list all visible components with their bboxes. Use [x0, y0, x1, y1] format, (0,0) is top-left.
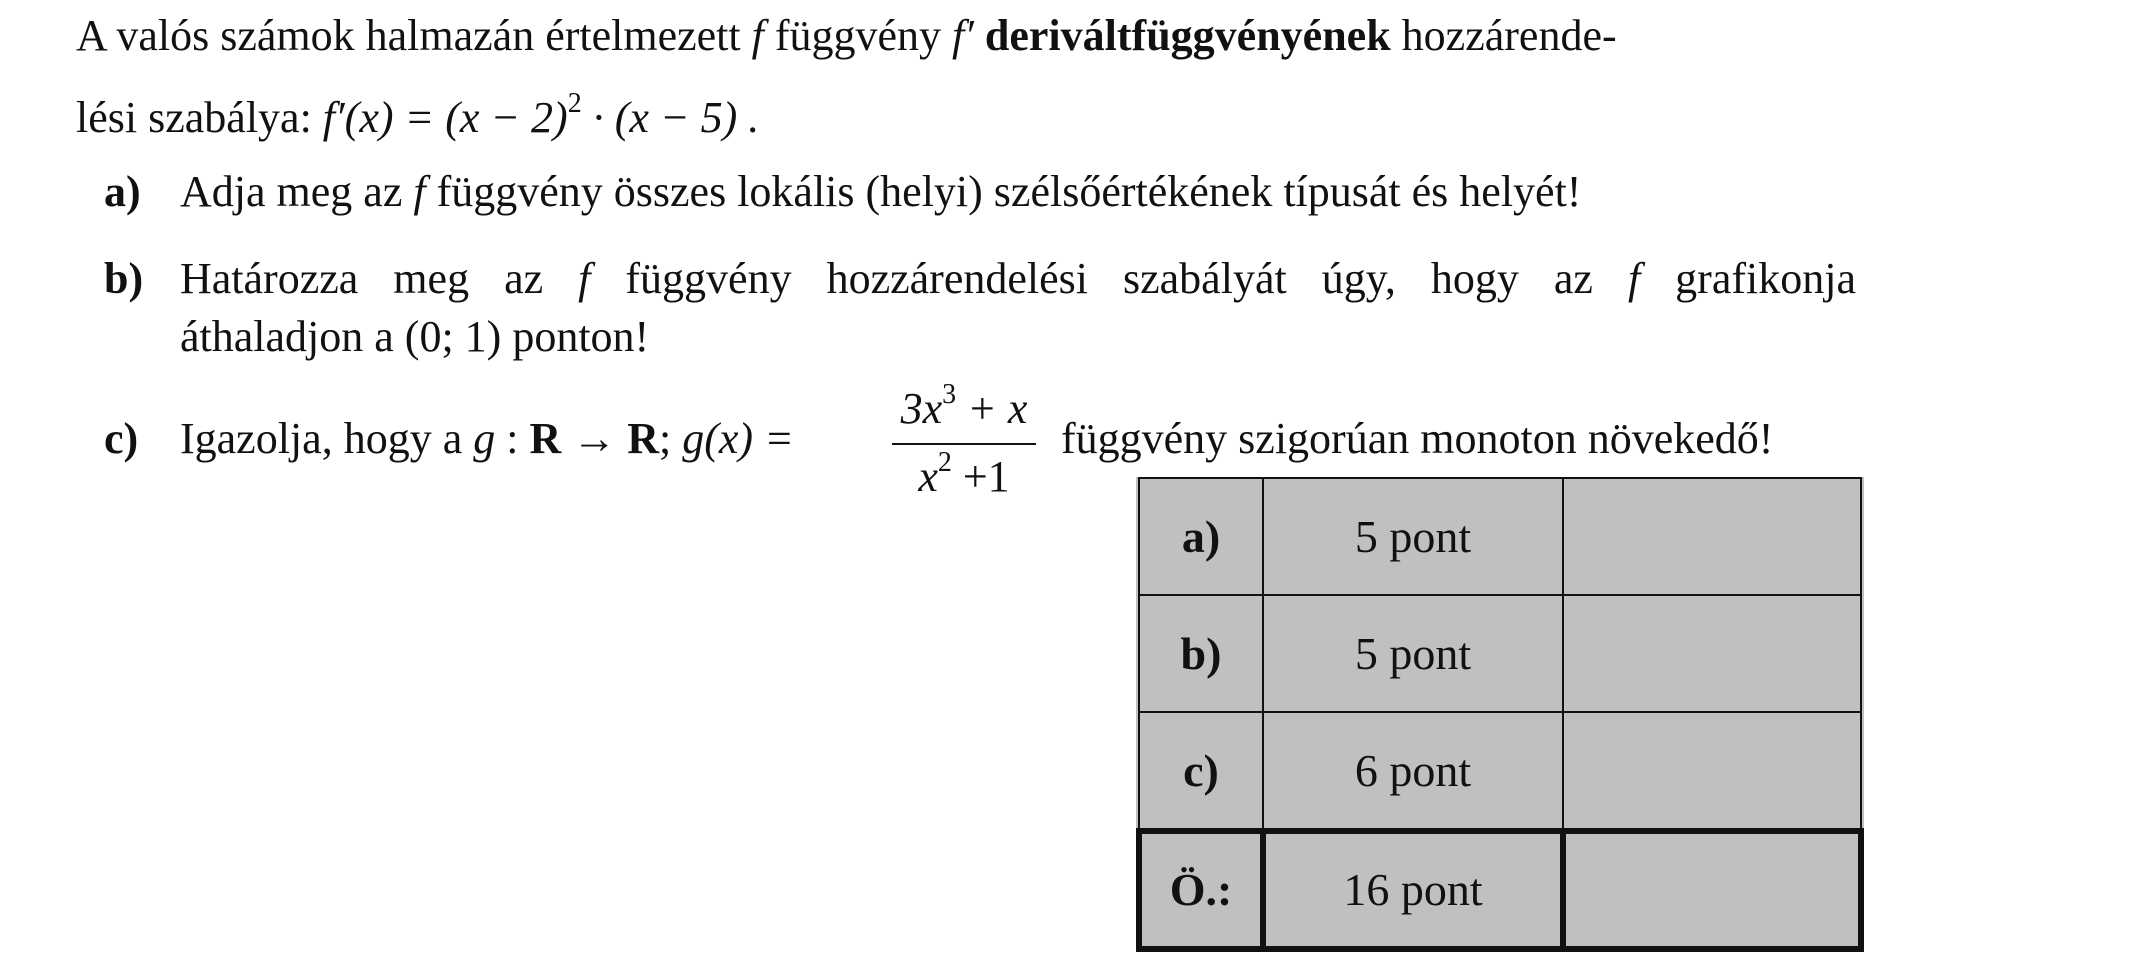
colon: :: [495, 414, 530, 463]
score-label: a): [1139, 478, 1263, 595]
task-b-after: grafikonja: [1640, 254, 1856, 303]
task-c-text: [180, 413, 794, 466]
fraction-bar: [892, 443, 1036, 445]
g-of-x: g(x) =: [682, 414, 794, 463]
intro-line-2: [76, 88, 760, 145]
g-symbol: g: [473, 414, 496, 463]
derivative-formula: [322, 88, 760, 142]
formula-body: ) = (x − 2): [378, 93, 568, 142]
fraction-numerator: [888, 379, 1040, 436]
fraction-denominator: [888, 447, 1040, 504]
task-b-label: b): [104, 254, 144, 303]
task-c-after: függvény szigorúan monoton növekedő!: [1061, 414, 1774, 463]
formula-prefix: f′(: [322, 93, 360, 142]
score-earned-cell[interactable]: [1563, 478, 1861, 595]
fprime-symbol: f′: [952, 11, 974, 60]
denominator-exponent: 2: [937, 447, 952, 478]
intro-text-start: A valós számok halmazán értelmezett: [76, 11, 752, 60]
task-a-after: függvény összes lokális (helyi) szélsőértékének típusát és helyét!: [425, 167, 1582, 216]
task-c-label: c): [104, 414, 139, 463]
task-c-before: Igazolja, hogy a: [180, 414, 474, 463]
score-points: 5 pont: [1263, 595, 1563, 712]
task-b-f2: f: [1627, 254, 1641, 303]
task-b-before: Határozza meg az: [180, 254, 579, 303]
total-points: 16 pont: [1263, 831, 1563, 949]
score-points: 5 pont: [1263, 478, 1563, 595]
task-a-label: a): [104, 167, 141, 216]
task-b-mid: függvény hozzárendelési szabályát úgy, hogy az: [590, 254, 1628, 303]
domain-R: R: [529, 414, 562, 463]
task-b-f1: f: [578, 254, 591, 303]
intro-line-1: [76, 10, 1617, 63]
semicolon: ;: [659, 414, 683, 463]
score-table: [1136, 477, 1864, 952]
codomain-R: R: [627, 414, 660, 463]
numerator-tail: + x: [956, 384, 1028, 433]
task-a-text: [180, 166, 1581, 219]
score-earned-cell[interactable]: [1563, 595, 1861, 712]
formula-var: x: [359, 93, 379, 142]
numerator-exponent: 3: [942, 379, 957, 410]
score-row-c: [1139, 712, 1861, 831]
score-row-a: [1139, 478, 1861, 595]
intro-text-mid: függvény: [763, 11, 953, 60]
total-label: Ö.:: [1139, 831, 1263, 949]
formula-tail: · (x − 5) .: [581, 93, 760, 142]
denominator-tail: +1: [951, 452, 1010, 501]
score-earned-cell[interactable]: [1563, 712, 1861, 831]
score-row-total: [1139, 831, 1861, 949]
score-points: 6 pont: [1263, 712, 1563, 831]
score-label: c): [1139, 712, 1263, 831]
score-label: b): [1139, 595, 1263, 712]
task-a-before: Adja meg az: [180, 167, 414, 216]
numerator-base: 3x: [900, 384, 943, 433]
task-b-text-line1: [180, 253, 1856, 306]
f-symbol: f: [751, 11, 764, 60]
denominator-base: x: [918, 452, 938, 501]
score-row-b: [1139, 595, 1861, 712]
intro-line2-text: lési szabálya:: [76, 93, 323, 142]
task-b-text-line2: áthaladjon a (0; 1) ponton!: [180, 312, 650, 361]
arrow: →: [561, 414, 628, 463]
formula-exponent: 2: [567, 88, 582, 119]
intro-bold-term: deriváltfüggvényének: [984, 11, 1391, 60]
task-a-f: f: [413, 167, 426, 216]
total-earned-cell[interactable]: [1563, 831, 1861, 949]
intro-text-end: hozzárende-: [1390, 11, 1617, 60]
